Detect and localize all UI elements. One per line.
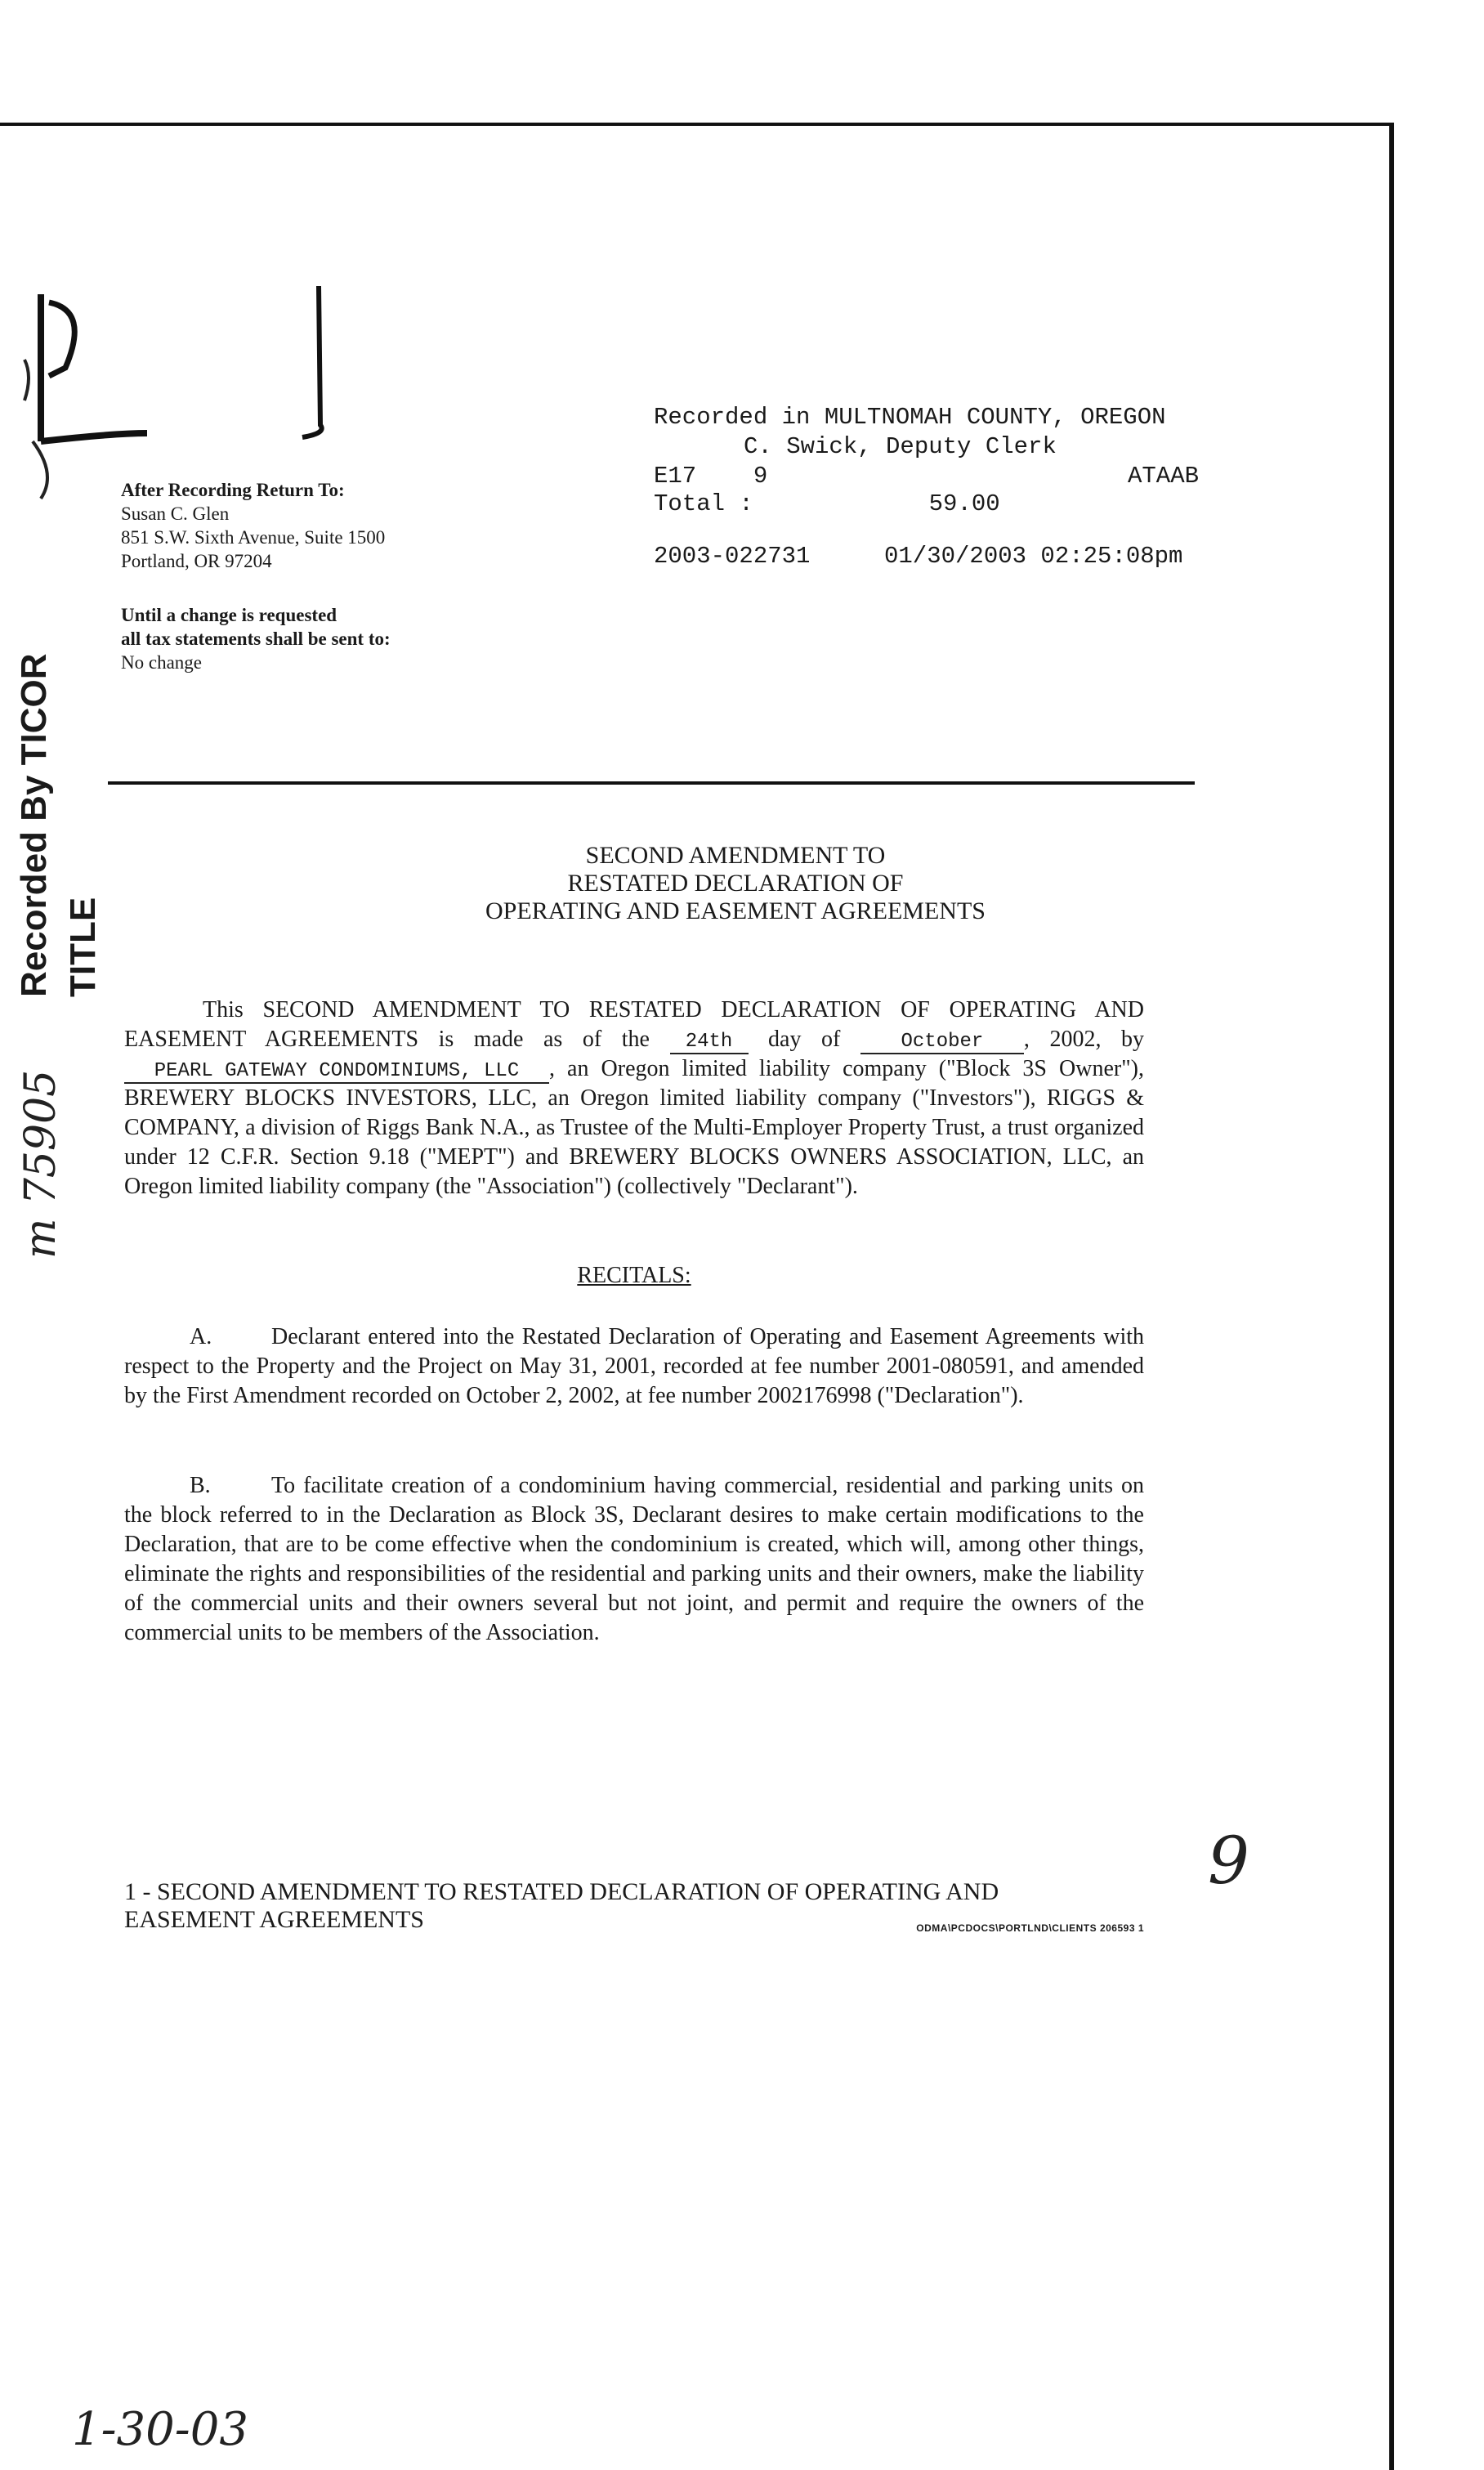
intro-paragraph <box>124 996 1144 1201</box>
recital-a <box>124 1322 1144 1411</box>
recorded-by-stamp: Recorded By TICOR TITLE <box>14 653 103 997</box>
handwritten-date: 1-30-03 <box>72 2403 248 2456</box>
intro-text-4: , an Oregon limited liability company ("Block 3S Owner"), BREWERY BLOCKS INVESTORS, LLC, an Oregon limited liability company ("Investors"), RIGGS & COMPANY, a division of Riggs Bank N.A., as Trustee of the Multi-Employer Property Trust, a trust organized under 12 C.F.R. Section 9.18 ("MEPT") and BREWERY BLOCKS OWNERS ASSOCIATION, LLC, an Oregon limited liability company (the "Association") (collectively "Declarant"). <box>124 1056 1144 1199</box>
title-line-3: OPERATING AND EASEMENT AGREEMENTS <box>485 897 986 924</box>
stamp-total-label: Total : <box>654 490 753 517</box>
recital-b-text: To facilitate creation of a condominium having commercial, residential and parking units on the block referred to in the Declaration as Block 3S, Declarant desires to make certain modifications to the Declaration, that are to be come effective when the condominium is created, which will, among other things, eliminate the rights and responsibilities of the residential and parking units and their owners, make the liability of the commercial units and their owners several but not joint, and permit and require the owners of the commercial units to be members of the Association. <box>124 1473 1144 1645</box>
intro-company-field: PEARL GATEWAY CONDOMINIUMS, LLC <box>124 1061 549 1084</box>
intro-day-field: 24th <box>670 1031 749 1054</box>
tax-line-1: Until a change is requested <box>121 605 337 625</box>
title-line-1: SECOND AMENDMENT TO <box>585 842 886 869</box>
return-address-block <box>121 478 464 573</box>
top-border-line <box>0 123 1389 126</box>
stamp-datetime: 01/30/2003 02:25:08pm <box>884 543 1183 570</box>
stamp-total <box>654 489 1000 520</box>
intro-text-1: This SECOND AMENDMENT TO RESTATED DECLARATION OF OPERATING AND EASEMENT AGREEMENTS is made as of the <box>124 997 1144 1052</box>
stamp-code-left: E17 9 <box>654 463 768 490</box>
return-city: Portland, OR 97204 <box>121 551 272 571</box>
recital-b <box>124 1471 1144 1648</box>
separator-line <box>108 781 1195 785</box>
right-border-line <box>1389 123 1394 2470</box>
intro-text-2: day of <box>768 1027 841 1052</box>
recital-b-letter: B. <box>190 1473 211 1498</box>
footer-line-1: 1 - SECOND AMENDMENT TO RESTATED DECLARATION OF OPERATING AND <box>124 1878 999 1905</box>
tax-line-3: No change <box>121 652 202 673</box>
document-title <box>245 842 1226 925</box>
stamp-code-right: ATAAB <box>1128 463 1200 490</box>
tax-line-2: all tax statements shall be sent to: <box>121 629 391 649</box>
intro-month-field: October <box>860 1031 1024 1054</box>
stamp-fee-number: 2003-022731 <box>654 543 811 570</box>
footer-document-code: ODMA\PCDOCS\PORTLND\CLIENTS 206593 1 <box>916 1922 1144 1934</box>
footer-line-2: EASEMENT AGREEMENTS <box>124 1906 424 1933</box>
title-line-2: RESTATED DECLARATION OF <box>567 870 904 897</box>
recital-a-letter: A. <box>190 1324 212 1349</box>
return-name: Susan C. Glen <box>121 503 230 524</box>
stamp-clerk-line: C. Swick, Deputy Clerk <box>744 433 1057 460</box>
recital-a-text: Declarant entered into the Restated Declaration of Operating and Easement Agreements with respect to the Property and the Project on May 31, 2001, recorded at fee number 2001-080591, and amended by the First Amendment recorded on October 2, 2002, at fee number 2002176998 ("Declaration"). <box>124 1324 1144 1408</box>
intro-text-3: , 2002, by <box>1023 1027 1144 1052</box>
recitals-heading: RECITALS: <box>577 1263 691 1288</box>
tax-statement-block <box>121 603 464 674</box>
margin-handwriting: m 75905 <box>16 1069 65 1259</box>
stamp-county-line: Recorded in MULTNOMAH COUNTY, OREGON <box>654 404 1166 431</box>
return-address-heading: After Recording Return To: <box>121 480 345 500</box>
handwritten-page-number: 9 <box>1208 1823 1249 1899</box>
stamp-total-value: 59.00 <box>928 490 1000 517</box>
return-street: 851 S.W. Sixth Avenue, Suite 1500 <box>121 527 386 548</box>
